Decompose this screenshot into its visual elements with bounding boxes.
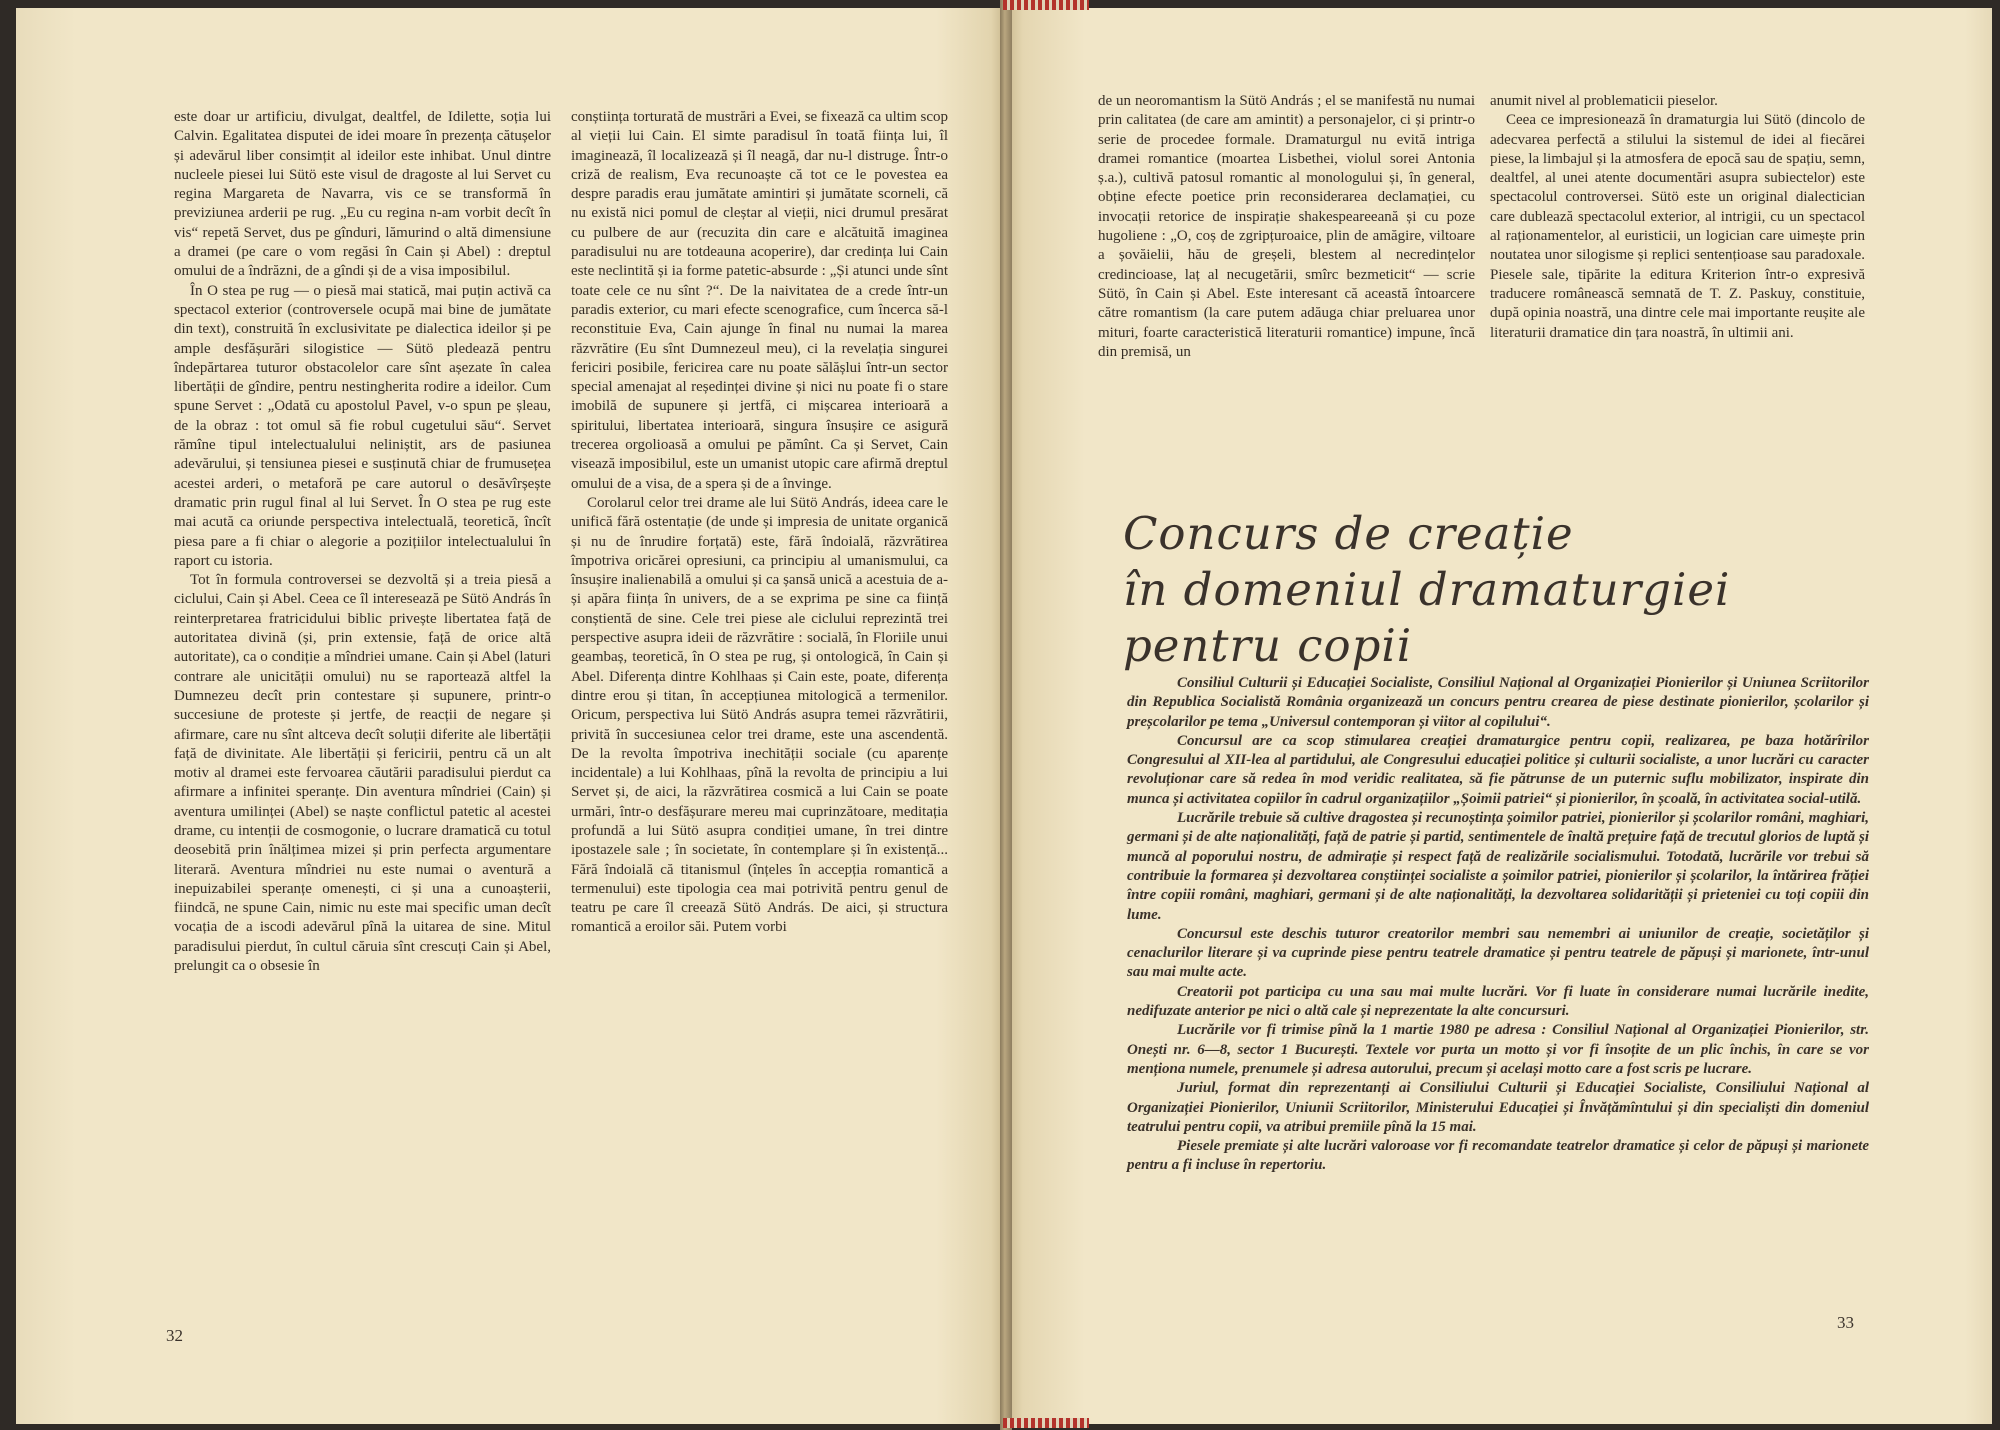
contest-announcement (1127, 674, 1869, 1176)
bookmark-ribbon-top (1003, 0, 1089, 10)
announcement-paragraph: Lucrările vor fi trimise pînă la 1 martie 1980 pe adresa : Consiliul Național al Organizației Pionierilor, str. Onești nr. 6—8, sector 1 București. Textele vor purta un motto și vor fi însoțite de un plic închis, în care se vor menționa numele, prenumele și adresa autorului, precum și același motto care a fost scris pe lucrare. (1127, 1022, 1869, 1077)
bookmark-ribbon-bottom (1003, 1418, 1089, 1428)
paragraph: Tot în formula controversei se dezvoltă și a treia piesă a ciclului, Cain și Abel. Ceea ce îl interesează pe Sütö András în reinterpretarea fratricidului biblic privește libertatea față de autoritatea divină (și, prin extensie, față de orice altă autoritate), ca o condiție a mîndriei umane. Cain și Abel (laturi contrare ale unicității omului) nu se raportează altfel la Dumnezeu decît prin contestare și supunere, printr-o succesiune de proteste și jertfe, de reacții de negare și afirmare, care nu sînt altceva decît soluții diferite ale libertății față de divinitate. Ale libertății și fericirii, pentru că un alt motiv al dramei este fervoarea căutării paradisului pierdut ca afirmare a infinitei speranțe. Din aventura mîndriei (Cain) și aventura umilinței (Abel) se naște conflictul patetic al acestei drame, cu intenții de cosmogonie, o lucrare dramatică cu totul deosebită prin înălțimea mizei și prin perfecta argumentare literară. Aventura mîndriei nu este numai o aventură a inepuizabilei speranțe omenești, ci și una a cunoașterii, fiindcă, ne spune Cain, nimic nu este mai specific uman decît vocația de a iscodi adevărul pînă la uitarea de sine. Mitul paradisului pierdut, în cultul căruia sînt crescuți Cain și Abel, prelungit ca o obsesie în (174, 572, 551, 975)
right-page (1005, 8, 1992, 1424)
article-title (1123, 506, 1823, 674)
book-gutter (1000, 0, 1012, 1430)
announcement-paragraph: Creatorii pot participa cu una sau mai multe lucrări. Vor fi luate în considerare numai lucrările inedite, nedifuzate anterior pe nici o altă cale și neprezentate la alte concursuri. (1127, 983, 1869, 1020)
title-line: pentru copii (1123, 619, 1413, 672)
right-page-column-2 (1490, 92, 1865, 343)
page-number-left: 32 (166, 1326, 183, 1345)
left-page (16, 8, 1005, 1424)
announcement-paragraph: Concursul este deschis tuturor creatorilor membri sau nemembri ai uniunilor de creație, societăților și cenaclurilor literare și va cuprinde piese pentru teatrele dramatice și pentru teatrele de păpuși și marionete, într-unul sau mai multe acte. (1127, 925, 1869, 981)
announcement-paragraph: Juriul, format din reprezentanți ai Consiliului Culturii și Educației Socialiste, Consiliului Național al Organizației Pionierilor, Uniunii Scriitorilor, Ministerului Educației și Învățămîntului și din specialiști din domeniul teatrului pentru copii, va atribui premiile pînă la 15 mai. (1127, 1080, 1869, 1135)
left-page-column-1 (174, 108, 551, 976)
paragraph: Corolarul celor trei drame ale lui Sütö András, ideea care le unifică fără ostentație (de unde și impresia de unitate organică și nu de înrudire forțată) este, fără îndoială, răzvrătirea împotriva oricărei opresiuni, ca principiu al umanismului, ca însușire inalienabilă a omului și ca șansă unică a acestuia de a-și apăra ființa în univers, de a se exprima pe sine ca ființă conștientă de sine. Cele trei piese ale ciclului reprezintă trei perspective asupra ideii de răzvrătire : socială, în Floriile unui geambaș, teoretică, în O stea pe rug, și ontologică, în Cain și Abel. Diferența dintre Kohlhaas și Cain este, poate, diferența dintre erou și titan, în accepțiunea mitologică a termenilor. Oricum, perspectiva lui Sütö András asupra temei răzvrătirii, privită în succesiunea celor trei drame, este una ascendentă. De la revolta împotriva inechității sociale (cu aparențe incidentale) a lui Kohlhaas, pînă la revolta de principiu a lui Servet și, de aici, la răzvrătirea cosmică a lui Cain se poate urmări, într-o desfășurare mereu mai cuprinzătoare, meditația profundă a lui Sütö asupra condiției umane, în trei dintre ipostazele sale ; în societate, în contemplare și în existență... Fără îndoială că titanismul (înțeles în accepția romantică a termenului) este tipologia cea mai potrivită pentru genul de teatru pe care îl creează Sütö András. De aici, și structura romantică a eroilor săi. Putem vorbi (571, 494, 948, 936)
paragraph: anumit nivel al problematicii pieselor. (1490, 93, 1718, 109)
paragraph: conștiința torturată de mustrări a Evei, se fixează ca ultim scop al vieții lui Cain. El simte paradisul în toată ființa lui, îl imaginează, îl localizează și îl neagă, dar nu-l distruge. Într-o criză de realism, Eva recunoaște că tot ce le povestea ea despre paradis erau jumătate amintiri și jumătate scorneli, că nu există nici pomul de cleștar al vieții, nici drumul presărat cu pulbere de aur (recuzita din care e alcătuită imaginea paradisului nu are totdeauna acoperire), dar credința lui Cain este neclintită și ia forme patetic-absurde : „Și atunci unde sînt toate cele ce nu sînt ?“. De la naivitatea de a crede într-un paradis exterior, cu mari efecte scenografice, cum încerca să-l reconstituie Eva, Cain ajunge în final nu numai la marea răzvrătire (Eu sînt Dumnezeul meu), ci la revelația singurei fericiri posibile, fericirea care nu poate sălășlui într-un sector special amenajat al reședinței divine și nici nu poate fi o stare imobilă de supunere și jertfă, ci mișcarea interioară a spiritului, libertatea interioară, singura însușire ce asigură trecerea orgolioasă a omului pe pămînt. Ca și Servet, Cain visează imposibilul, este un umanist utopic care afirmă dreptul omului de a visa, de a spera și de a învinge. (571, 109, 948, 492)
announcement-paragraph: Consiliul Culturii și Educației Socialiste, Consiliul Național al Organizației Pionierilor și Uniunea Scriitorilor din Republica Socialistă România organizează un concurs pentru crearea de piese destinate pionierilor, școlarilor și preșcolarilor pe tema „Universul contemporan și viitor al copilului“. (1127, 675, 1869, 730)
title-line: Concurs de creație (1123, 507, 1574, 560)
announcement-paragraph: Piesele premiate și alte lucrări valoroase vor fi recomandate teatrelor dramatice și celor de păpuși și marionete pentru a fi incluse în repertoriu. (1127, 1138, 1869, 1174)
announcement-paragraph: Concursul are ca scop stimularea creației dramaturgice pentru copii, realizarea, pe baza hotărîrilor Congresului al XII-lea al partidului, ale Congresului educației politice și culturii socialiste, a unor lucrări cu caracter revoluționar care să redea în mod veridic realitatea, să fie pătrunse de un puternic suflu mobilizator, inspirate din munca și activitatea copiilor în cadrul organizațiilor „Șoimii patriei“ și pionierilor, în școală, în activitatea social-utilă. (1127, 732, 1869, 807)
left-page-column-2 (571, 108, 948, 938)
paragraph: În O stea pe rug — o piesă mai statică, mai puțin activă ca spectacol exterior (controversele ocupă mai bine de jumătate din text), construită în exclusivitate pe dialectica ideilor și pe ample desfășurări silogistice — Sütö pledează pentru îndepărtarea tuturor obstacolelor care sînt așezate în calea libertății de gîndire, pentru nestingherita rodire a ideilor. Cum spune Servet : „Odată cu apostolul Pavel, v-o spun pe șleau, de la obraz : tot omul să fie robul cugetului său“. Servet rămîne tipul intelectualului neliniștit, ars de pasiunea adevărului, și tensiunea piesei e susținută chiar de frumusețea acestei arderi, o metaforă pe care autorul o desăvîrșește dramatic prin rugul final al lui Servet. În O stea pe rug este mai acută ca oriunde perspectiva intelectuală, teoretică, încît piesa pare a fi chiar o alegorie a pozițiilor intelectualului în raport cu istoria. (174, 282, 551, 569)
paragraph: de un neoromantism la Sütö András ; el se manifestă nu numai prin calitatea (de care am amintit) a personajelor, ci și printr-o serie de procedee formale. Dramaturgul nu evită intriga dramei romantice (moartea Lisbethei, violul sorei Antonia ș.a.), cultivă patosul romantic al monologului și, în general, obține efecte poetice prin reconsiderarea declamației, cu invocații retorice de inspirație shakespeareeană și cu poze hugoliene : „O, coș de zgripțuroaice, plin de amăgire, viltoare a șovăielii, hău de greșeli, blestem al necredințelor credincioase, laț al necugetării, smîrc bezmeticit“ — scrie Sütö, în Cain și Abel. Este interesant că această întoarcere către romantism (la care putem adăuga chiar preluarea unor mituri, foarte caracteristică literaturii romantice) impune, încă din premisă, un (1098, 93, 1475, 360)
title-line: în domeniul dramaturgiei (1123, 563, 1731, 616)
page-number-right: 33 (1837, 1313, 1854, 1332)
right-page-column-1 (1098, 92, 1475, 362)
announcement-paragraph: Lucrările trebuie să cultive dragostea și recunoștința șoimilor patriei, pionierilor și școlarilor români, maghiari, germani și de alte naționalități, față de patrie și partid, sentimentele de înaltă prețuire față de trecutul glorios de luptă și muncă al poporului nostru, de admirație și respect față de realizările socialismului. Totodată, lucrările vor trebui să contribuie la formarea și dezvoltarea conștiinței socialiste a șoimilor patriei, pionierilor și școlarilor, la întărirea frăției între copiii români, maghiari, germani și de alte naționalități, la dezvoltarea solidarității și prieteniei cu toți copiii din lume. (1127, 810, 1869, 923)
paragraph: Ceea ce impresionează în dramaturgia lui Sütö (dincolo de adecvarea perfectă a stilului la sistemul de idei al fiecărei piese, la limbajul și la atmosfera de epocă sau de spațiu, semn, dealtfel, al unei atente documentări asupra subiectelor) este spectacolul controversei. Sütö este un original dialectician care dublează spectacolul exterior, al intrigii, cu un spectacol al raționamentelor, al euristicii, un logician care uimește prin noutatea unor silogisme și replici sentențioase sau paradoxale. Piesele sale, tipărite la editura Kriterion într-o expresivă traducere românească semnată de T. Z. Paskuy, constituie, după opinia noastră, una dintre cele mai importante reușite ale literaturii dramatice din țara noastră, în ultimii ani. (1490, 112, 1865, 341)
paragraph: este doar ur artificiu, divulgat, dealtfel, de Idilette, soția lui Calvin. Egalitatea disputei de idei moare în prezența cătușelor și adevărul liber consimțit al ideilor este inhibat. Unul dintre nucleele piesei lui Sütö este visul de dragoste al lui Servet cu regina Margareta de Navarra, vis ce se transformă în previziunea arderii pe rug. „Eu cu regina n-am vorbit decît în vis“ repetă Servet, dus pe gînduri, lămurind o altă dimensiune a dramei (pe care o vom regăsi în Cain și Abel) : dreptul omului de a îndrăzni, de a gîndi și de a visa imposibilul. (174, 109, 551, 280)
